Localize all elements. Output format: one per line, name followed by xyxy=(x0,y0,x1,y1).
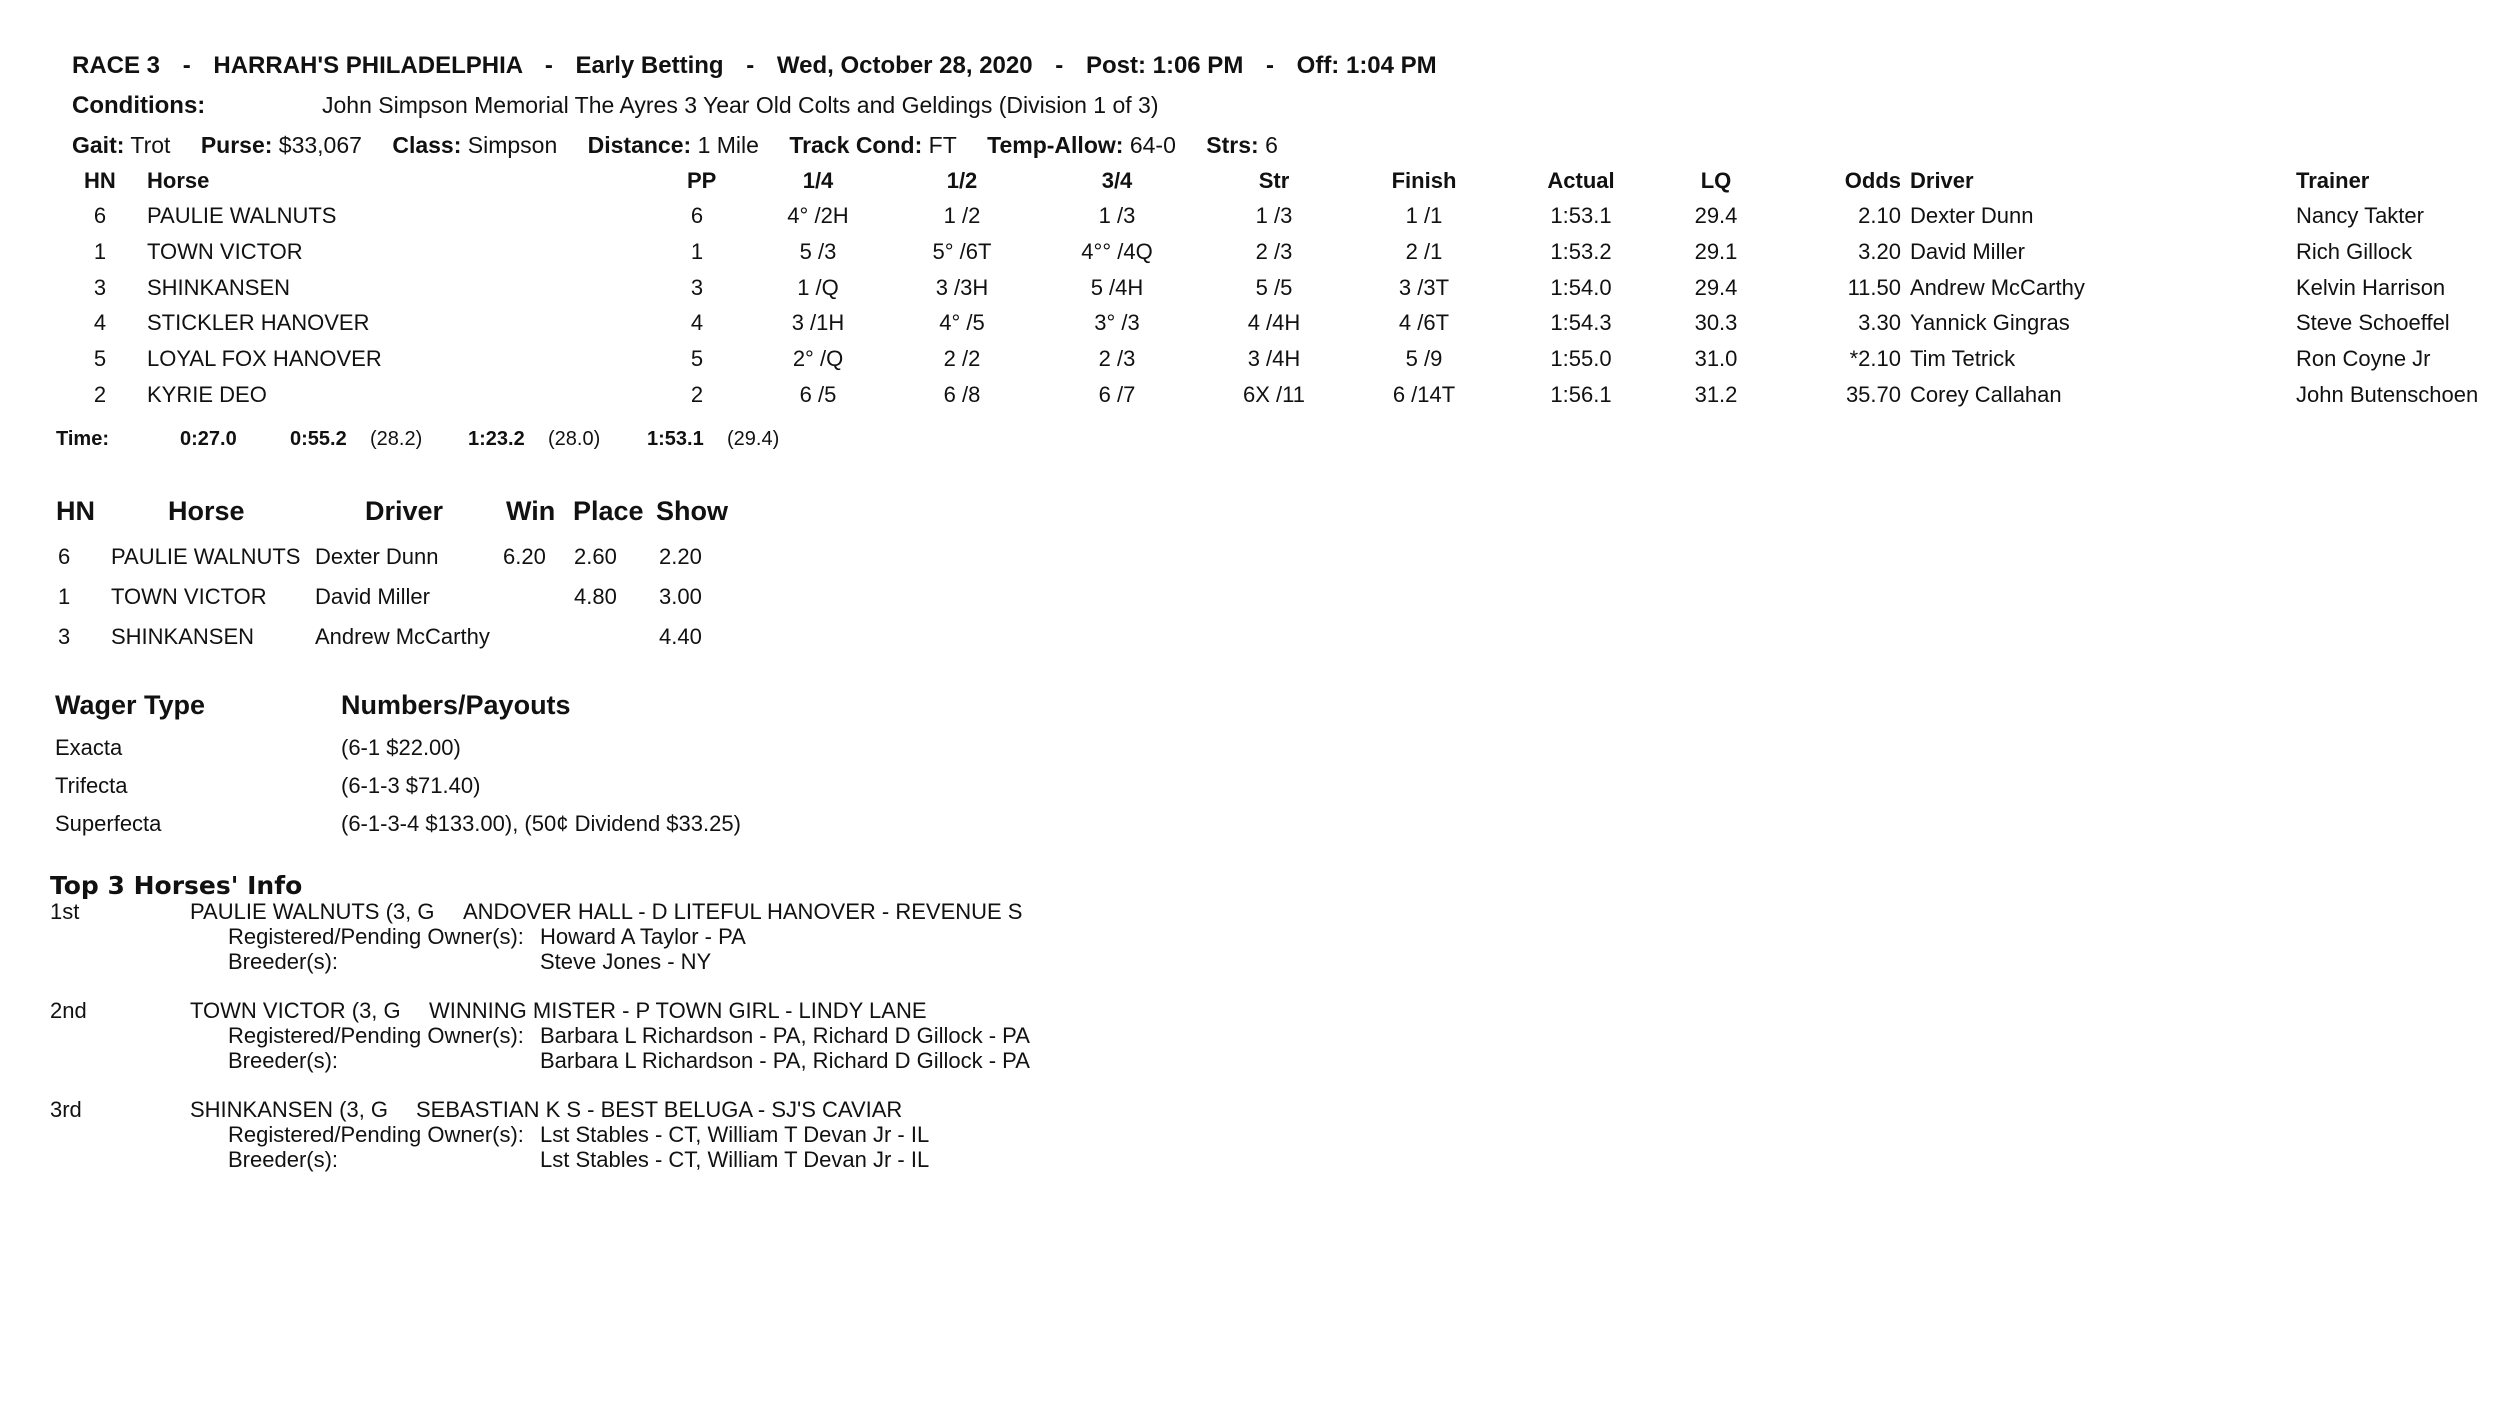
time-three-quarter-split: (28.0) xyxy=(548,428,601,450)
time-half: 0:55.2 xyxy=(290,428,347,450)
owner-label: Registered/Pending Owner(s): xyxy=(228,1023,524,1048)
distance-value: 1 Mile xyxy=(697,132,759,158)
cell-stretch: 4 /4H xyxy=(1247,310,1301,336)
cell-pp: 2 xyxy=(690,382,704,407)
cell-actual: 1:53.1 xyxy=(1550,203,1612,228)
breeder-value: Barbara L Richardson - PA, Richard D Gillock - PA xyxy=(540,1048,1030,1073)
cell-half: 4° /5 xyxy=(939,310,985,336)
cell-odds: 11.50 xyxy=(1847,274,1901,300)
cell-quarter: 2° /Q xyxy=(792,346,844,372)
time-final-split: (29.4) xyxy=(727,428,780,450)
col-quarter: 1/4 xyxy=(802,168,834,193)
cell-pp: 1 xyxy=(690,238,704,264)
pay-horse: PAULIE WALNUTS xyxy=(111,544,301,569)
cell-actual: 1:56.1 xyxy=(1550,382,1612,407)
class-label: Class: xyxy=(392,132,462,158)
cell-driver: David Miller xyxy=(1910,238,2025,264)
post-time: Post: 1:06 PM xyxy=(1085,52,1244,79)
horse-pedigree: ANDOVER HALL - D LITEFUL HANOVER - REVENUE S xyxy=(463,899,1023,924)
separator: - xyxy=(1055,52,1064,79)
pay-col-hn: HN xyxy=(56,496,95,526)
cell-stretch: 1 /3 xyxy=(1255,203,1293,228)
cell-half: 3 /3H xyxy=(935,274,989,300)
starters-value: 6 xyxy=(1265,132,1278,158)
cell-driver: Yannick Gingras xyxy=(1910,310,2070,336)
pay-col-show: Show xyxy=(656,496,728,526)
time-half-split: (28.2) xyxy=(370,428,423,450)
pay-show: 3.00 xyxy=(659,584,702,609)
pay-hn: 6 xyxy=(58,544,71,569)
cell-quarter: 6 /5 xyxy=(799,382,837,407)
gait-label: Gait: xyxy=(72,132,125,158)
cell-lq: 29.1 xyxy=(1694,238,1738,264)
cell-three-quarter: 4°° /4Q xyxy=(1081,238,1153,264)
cell-odds: 35.70 xyxy=(1845,382,1901,407)
owner-value: Barbara L Richardson - PA, Richard D Gillock - PA xyxy=(540,1023,1030,1048)
cell-finish: 6 /14T xyxy=(1392,382,1456,407)
cell-lq: 29.4 xyxy=(1694,274,1738,300)
cell-lq: 30.3 xyxy=(1694,310,1738,336)
horse-pedigree: WINNING MISTER - P TOWN GIRL - LINDY LANE xyxy=(429,998,927,1023)
pay-show: 4.40 xyxy=(659,624,702,649)
col-actual: Actual xyxy=(1547,168,1615,193)
col-three-quarter: 3/4 xyxy=(1101,168,1133,193)
cell-hn: 6 xyxy=(93,203,107,228)
gait-value: Trot xyxy=(130,132,171,158)
time-quarter: 0:27.0 xyxy=(180,428,237,450)
pay-col-driver: Driver xyxy=(365,496,444,526)
cell-quarter: 4° /2H xyxy=(787,203,849,228)
horse-place: 3rd xyxy=(50,1097,82,1122)
cell-quarter: 1 /Q xyxy=(797,274,839,300)
cell-driver: Dexter Dunn xyxy=(1910,203,2034,228)
cell-lq: 31.0 xyxy=(1694,346,1738,372)
separator: - xyxy=(1265,52,1274,79)
wager-type: Superfecta xyxy=(55,811,162,836)
conditions-label: Conditions: xyxy=(72,92,206,119)
cell-actual: 1:55.0 xyxy=(1550,346,1612,372)
cell-half: 5° /6T xyxy=(932,238,992,264)
owner-value: Howard A Taylor - PA xyxy=(540,924,746,949)
wager-payout: (6-1-3-4 $133.00), (50¢ Dividend $33.25) xyxy=(341,811,741,836)
time-final: 1:53.1 xyxy=(647,428,704,450)
owner-label: Registered/Pending Owner(s): xyxy=(228,924,524,949)
cell-hn: 4 xyxy=(93,310,107,336)
cell-odds: 3.30 xyxy=(1858,310,1901,336)
col-stretch: Str xyxy=(1258,168,1290,193)
cell-horse: SHINKANSEN xyxy=(147,274,291,300)
cell-stretch: 6X /11 xyxy=(1243,382,1305,407)
pay-col-horse: Horse xyxy=(168,496,245,526)
cell-actual: 1:54.3 xyxy=(1550,310,1612,336)
off-time: Off: 1:04 PM xyxy=(1296,52,1437,79)
pay-win: 6.20 xyxy=(503,544,546,569)
cell-finish: 1 /1 xyxy=(1405,203,1443,228)
wager-col-payouts: Numbers/Payouts xyxy=(341,690,571,720)
owner-label: Registered/Pending Owner(s): xyxy=(228,1122,524,1147)
conditions-value: John Simpson Memorial The Ayres 3 Year Old Colts and Geldings (Division 1 of 3) xyxy=(322,92,1159,118)
col-odds: Odds xyxy=(1844,168,1901,193)
col-pp: PP xyxy=(687,168,717,193)
track-cond-value: FT xyxy=(928,132,957,158)
wager-payout: (6-1 $22.00) xyxy=(341,735,461,760)
time-label: Time: xyxy=(56,428,109,450)
cell-driver: Andrew McCarthy xyxy=(1910,274,2085,300)
pay-hn: 1 xyxy=(58,584,71,609)
cell-horse: LOYAL FOX HANOVER xyxy=(147,346,382,372)
owner-value: Lst Stables - CT, William T Devan Jr - IL xyxy=(540,1122,930,1147)
pay-horse: TOWN VICTOR xyxy=(111,584,267,609)
cell-stretch: 3 /4H xyxy=(1247,346,1301,372)
cell-pp: 6 xyxy=(690,203,704,228)
separator: - xyxy=(182,52,191,79)
distance-label: Distance: xyxy=(587,132,692,158)
cell-half: 2 /2 xyxy=(943,346,981,372)
cell-trainer: Kelvin Harrison xyxy=(2296,274,2446,300)
starters-label: Strs: xyxy=(1206,132,1259,158)
breeder-label: Breeder(s): xyxy=(228,1048,339,1073)
pay-show: 2.20 xyxy=(659,544,702,569)
wager-type: Trifecta xyxy=(55,773,128,798)
cell-actual: 1:54.0 xyxy=(1550,274,1612,300)
top3-title: Top 3 Horses' Info xyxy=(50,871,303,900)
cell-trainer: Nancy Takter xyxy=(2296,203,2424,228)
col-hn: HN xyxy=(84,168,116,193)
cell-finish: 2 /1 xyxy=(1405,238,1443,264)
cell-odds: 3.20 xyxy=(1858,238,1901,264)
cell-horse: PAULIE WALNUTS xyxy=(147,203,337,228)
col-trainer: Trainer xyxy=(2296,168,2370,193)
betting-type: Early Betting xyxy=(575,52,724,79)
cell-half: 6 /8 xyxy=(943,382,981,407)
race-info-line xyxy=(72,132,1278,159)
pay-place: 2.60 xyxy=(574,544,617,569)
col-finish: Finish xyxy=(1391,168,1457,193)
breeder-value: Lst Stables - CT, William T Devan Jr - IL xyxy=(540,1147,930,1172)
race-date: Wed, October 28, 2020 xyxy=(776,52,1033,79)
breeder-value: Steve Jones - NY xyxy=(540,949,712,974)
time-three-quarter: 1:23.2 xyxy=(468,428,525,450)
cell-pp: 5 xyxy=(690,346,704,372)
cell-finish: 4 /6T xyxy=(1398,310,1450,336)
cell-finish: 3 /3T xyxy=(1398,274,1450,300)
temp-allow-label: Temp-Allow: xyxy=(987,132,1124,158)
horse-pedigree: SEBASTIAN K S - BEST BELUGA - SJ'S CAVIAR xyxy=(416,1097,903,1122)
cell-trainer: Rich Gillock xyxy=(2296,238,2413,264)
race-header xyxy=(72,52,1437,80)
separator: - xyxy=(746,52,755,79)
cell-actual: 1:53.2 xyxy=(1550,238,1612,264)
breeder-label: Breeder(s): xyxy=(228,949,339,974)
cell-horse: STICKLER HANOVER xyxy=(147,310,370,336)
track-name: HARRAH'S PHILADELPHIA xyxy=(213,52,523,79)
wager-type: Exacta xyxy=(55,735,123,760)
pay-driver: Dexter Dunn xyxy=(315,544,439,569)
col-horse: Horse xyxy=(147,168,210,193)
cell-three-quarter: 2 /3 xyxy=(1098,346,1136,372)
purse-value: $33,067 xyxy=(278,132,362,158)
cell-hn: 2 xyxy=(93,382,107,407)
horse-place: 2nd xyxy=(50,998,87,1023)
cell-odds: *2.10 xyxy=(1849,346,1901,372)
temp-allow-value: 64-0 xyxy=(1129,132,1176,158)
pay-driver: Andrew McCarthy xyxy=(315,624,490,649)
cell-trainer: Ron Coyne Jr xyxy=(2296,346,2431,372)
cell-horse: TOWN VICTOR xyxy=(147,238,303,264)
race-number: RACE 3 xyxy=(72,52,161,79)
cell-odds: 2.10 xyxy=(1858,203,1901,228)
pay-horse: SHINKANSEN xyxy=(111,624,255,649)
horse-name-age: SHINKANSEN (3, G xyxy=(190,1097,389,1122)
pay-place: 4.80 xyxy=(574,584,617,609)
col-driver: Driver xyxy=(1910,168,1974,193)
cell-driver: Corey Callahan xyxy=(1910,382,2062,407)
separator: - xyxy=(544,52,553,79)
cell-half: 1 /2 xyxy=(943,203,981,228)
horse-name-age: PAULIE WALNUTS (3, G xyxy=(190,899,435,924)
cell-trainer: Steve Schoeffel xyxy=(2296,310,2450,336)
cell-stretch: 5 /5 xyxy=(1255,274,1293,300)
class-value: Simpson xyxy=(467,132,558,158)
cell-hn: 3 xyxy=(93,274,107,300)
pay-driver: David Miller xyxy=(315,584,430,609)
cell-finish: 5 /9 xyxy=(1405,346,1443,372)
col-half: 1/2 xyxy=(946,168,978,193)
breeder-label: Breeder(s): xyxy=(228,1147,339,1172)
cell-three-quarter: 1 /3 xyxy=(1098,203,1136,228)
wager-payout: (6-1-3 $71.40) xyxy=(341,773,481,798)
cell-hn: 1 xyxy=(93,238,107,264)
cell-pp: 4 xyxy=(690,310,704,336)
pay-hn: 3 xyxy=(58,624,71,649)
pay-col-place: Place xyxy=(573,496,644,526)
cell-three-quarter: 3° /3 xyxy=(1094,310,1140,336)
cell-stretch: 2 /3 xyxy=(1255,238,1293,264)
cell-horse: KYRIE DEO xyxy=(147,382,267,407)
horse-name-age: TOWN VICTOR (3, G xyxy=(190,998,401,1023)
pay-col-win: Win xyxy=(506,496,556,526)
cell-lq: 31.2 xyxy=(1694,382,1738,407)
cell-pp: 3 xyxy=(690,274,704,300)
cell-three-quarter: 5 /4H xyxy=(1090,274,1144,300)
cell-driver: Tim Tetrick xyxy=(1910,346,2016,372)
track-cond-label: Track Cond: xyxy=(789,132,923,158)
cell-lq: 29.4 xyxy=(1694,203,1738,228)
wager-col-type: Wager Type xyxy=(55,690,206,720)
cell-hn: 5 xyxy=(93,346,107,372)
cell-quarter: 3 /1H xyxy=(791,310,845,336)
col-lq: LQ xyxy=(1700,168,1732,193)
purse-label: Purse: xyxy=(200,132,273,158)
cell-quarter: 5 /3 xyxy=(799,238,837,264)
horse-place: 1st xyxy=(50,899,80,924)
cell-three-quarter: 6 /7 xyxy=(1098,382,1136,407)
cell-trainer: John Butenschoen xyxy=(2296,382,2479,407)
